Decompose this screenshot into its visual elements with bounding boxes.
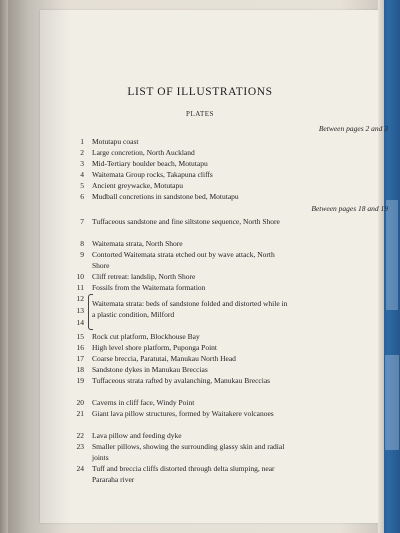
entry-text: Rock cut platform, Blockhouse Bay [92,332,200,341]
entry-number: 1 [80,137,84,146]
entry-number: 17 [76,354,84,363]
group-label: Between pages 18 and 19 [311,204,388,213]
entry-number: 20 [76,398,84,407]
list-item [76,364,288,375]
list-item [80,216,288,227]
gutter-shadow [0,0,70,533]
list-item [80,180,288,191]
list-item [76,441,288,463]
entry-number: 9 [80,250,84,259]
entry-text: Caverns in cliff face, Windy Point [92,398,195,407]
book-cover-edge [378,0,400,533]
list-item [76,353,288,364]
entry-text: Waitemata Group rocks, Takapuna cliffs [92,170,213,179]
entry-text: Mid-Tertiary boulder beach, Motutapu [92,159,208,168]
entry-number: 19 [76,376,84,385]
entry-number-group [60,293,84,329]
page-title: LIST OF ILLUSTRATIONS [127,86,273,98]
entry-number: 6 [80,192,84,201]
list-item [80,169,288,180]
entry-number: 12 [76,294,84,303]
list-item [76,375,288,386]
entry-text: Lava pillow and feeding dyke [92,431,182,440]
entry-text: Tuffaceous sandstone and fine siltstone sequence, North Shore [92,217,280,226]
list-item [80,158,288,169]
entry-text: Coarse breccia, Paratutai, Manukau North Head [92,354,236,363]
list-item [76,271,288,282]
page-fold [0,0,8,533]
list-item [76,342,288,353]
list-item [76,463,288,485]
entry-number: 18 [76,365,84,374]
entry-text: Contorted Waitemata strata etched out by wave attack, North Shore [92,250,275,270]
section-heading: PLATES [186,110,214,118]
entry-number: 14 [76,318,84,327]
entry-number: 3 [80,159,84,168]
entry-number: 15 [76,332,84,341]
entry-number: 10 [76,272,84,281]
entry-text: Waitemata strata, North Shore [92,239,183,248]
entry-number: 24 [76,464,84,473]
entry-number: 11 [76,283,84,292]
entry-text: Tuffaceous strata rafted by avalanching, Manukau Breccias [92,376,271,385]
entry-text: Ancient greywacke, Motutapu [92,181,184,190]
entry-text: Large concretion, North Auckland [92,148,195,157]
entry-number: 5 [80,181,84,190]
list-item [76,331,288,342]
entry-text: Motutapu coast [92,137,139,146]
entry-number: 22 [76,431,84,440]
entry-number: 13 [76,306,84,315]
entry-number: 21 [76,409,84,418]
entry-text: Fossils from the Waitemata formation [92,283,206,292]
entry-text: High level shore platform, Puponga Point [92,343,217,352]
entry-text: Smaller pillows, showing the surrounding glassy skin and radial joints [92,442,285,462]
list-item [76,397,288,408]
list-item [80,136,288,147]
entry-text: Waitemata strata: beds of sandstone folded and distorted while in a plastic condition, Milford [92,299,288,319]
group-label: Between pages 2 and 3 [318,124,388,133]
entry-number: 2 [80,148,84,157]
list-item [80,191,288,202]
entry-number: 7 [80,217,84,226]
list-item [80,238,288,249]
list-item [92,298,288,320]
list-item [76,282,288,293]
list-item [80,249,288,271]
entry-number: 23 [76,442,84,451]
entry-text: Mudball concretions in sandstone bed, Motutapu [92,192,239,201]
entry-text: Tuff and breccia cliffs distorted through delta slumping, near Pararaha river [92,464,275,484]
list-item [76,408,288,419]
entry-number: 8 [80,239,84,248]
list-item [76,430,288,441]
entry-text: Cliff retreat: landslip, North Shore [92,272,196,281]
entry-number: 4 [80,170,84,179]
entry-text: Giant lava pillow structures, formed by Waitakere volcanoes [92,409,274,418]
entry-text: Sandstone dykes in Manukau Breccias [92,365,208,374]
entry-number: 16 [76,343,84,352]
list-item [80,147,288,158]
